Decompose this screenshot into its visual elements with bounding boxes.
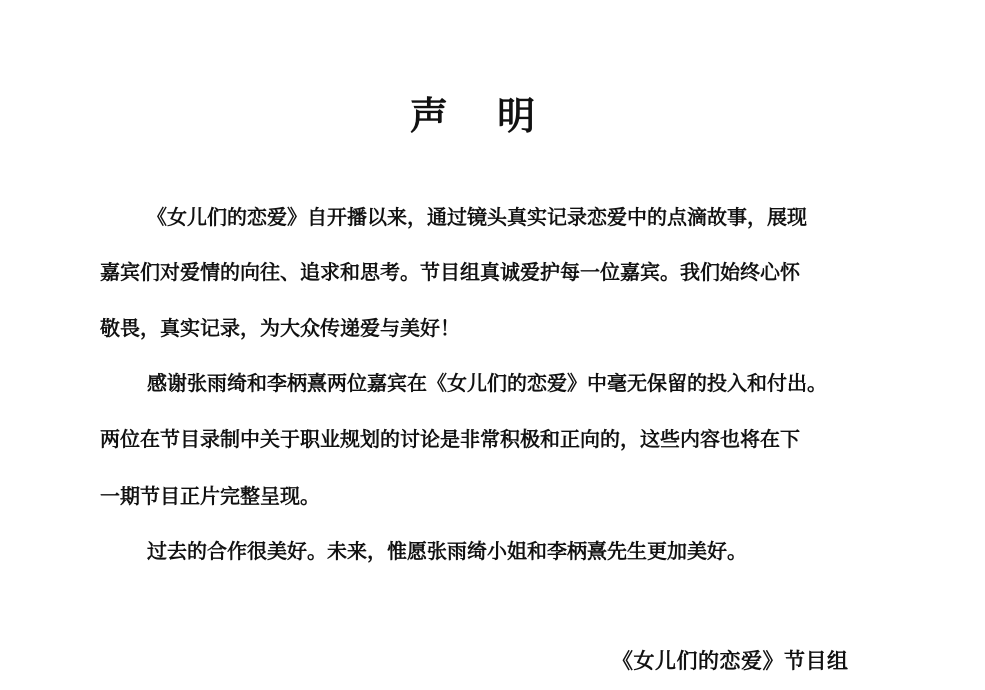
statement-title: 声 明 [409,93,554,138]
paragraph-1-line-3: 敬畏，真实记录，为大众传递爱与美好！ [100,316,460,340]
paragraph-2-line-3: 一期节目正片完整呈现。 [100,484,320,508]
paragraph-1-line-1: 《女儿们的恋爱》自开播以来，通过镜头真实记录恋爱中的点滴故事，展现 [147,205,807,229]
signature: 《女儿们的恋爱》节目组 [612,648,849,673]
paragraph-1-line-2: 嘉宾们对爱情的向往、追求和思考。节目组真诚爱护每一位嘉宾。我们始终心怀 [100,260,800,284]
paragraph-2-line-1: 感谢张雨绮和李柄熹两位嘉宾在《女儿们的恋爱》中毫无保留的投入和付出。 [147,371,827,395]
paragraph-2-line-2: 两位在节目录制中关于职业规划的讨论是非常积极和正向的，这些内容也将在下 [100,427,800,451]
paragraph-3-line-1: 过去的合作很美好。未来，惟愿张雨绮小姐和李柄熹先生更加美好。 [147,539,747,563]
